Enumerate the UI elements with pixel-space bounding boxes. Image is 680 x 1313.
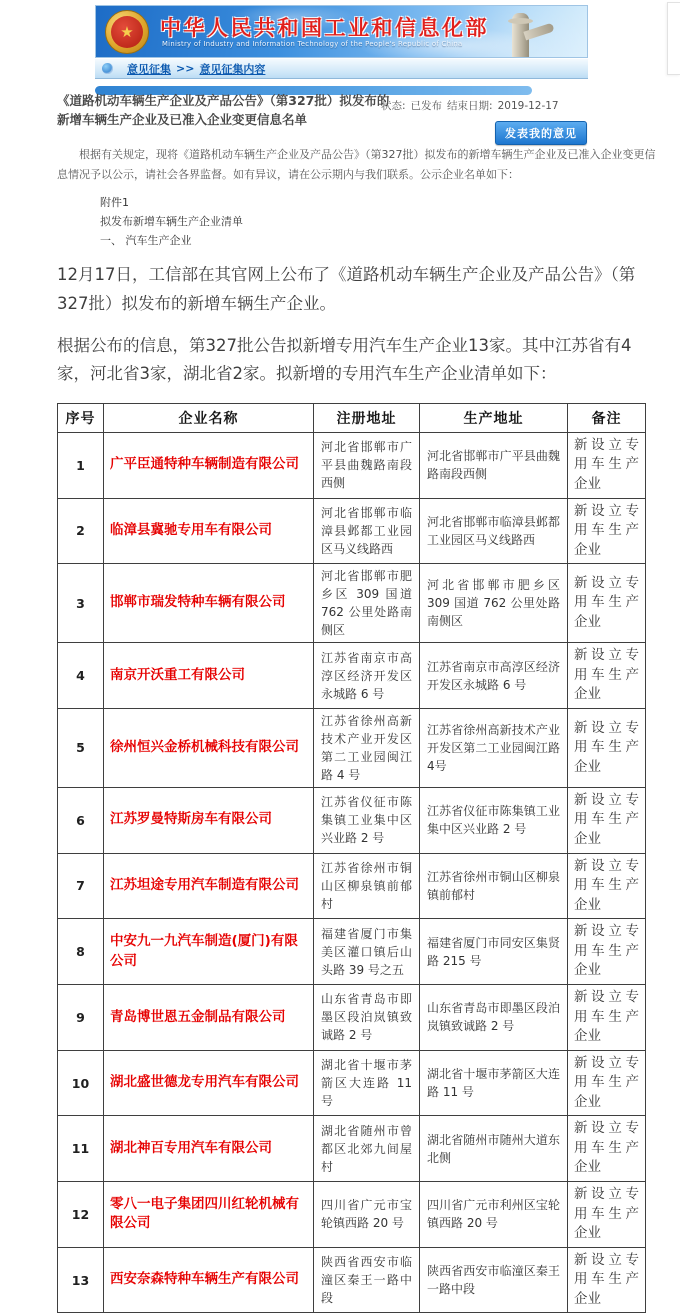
production-address: 江苏省南京市高淳区经济开发区永城路 6 号 (420, 643, 568, 709)
company-table-body (58, 432, 646, 1313)
remark: 新设立专用车生产企业 (568, 1050, 646, 1116)
page-title: 《道路机动车辆生产企业及产品公告》（第327批）拟发布的新增车辆生产企业及已准入企业变更信息名单 (57, 93, 390, 127)
company-name: 湖北盛世德龙专用汽车有限公司 (104, 1050, 314, 1116)
header-production-address: 生产地址 (420, 403, 568, 432)
registered-address: 山东省青岛市即墨区段泊岚镇致诚路 2 号 (314, 984, 420, 1050)
row-number: 7 (58, 853, 104, 919)
production-address: 江苏省仪征市陈集镇工业集中区兴业路 2 号 (420, 787, 568, 853)
company-name: 江苏坦途专用汽车制造有限公司 (104, 853, 314, 919)
registered-address: 江苏省南京市高淳区经济开发区永城路 6 号 (314, 643, 420, 709)
company-name: 零八一电子集团四川红轮机械有限公司 (104, 1182, 314, 1248)
breadcrumb-link-collection[interactable]: 意见征集 (127, 62, 171, 76)
table-header-row (58, 403, 646, 432)
table-row (58, 1116, 646, 1182)
row-number: 4 (58, 643, 104, 709)
registered-address: 江苏省徐州市铜山区柳泉镇前郁村 (314, 853, 420, 919)
company-name: 中安九一九汽车制造(厦门)有限公司 (104, 919, 314, 985)
production-address: 湖北省十堰市茅箭区大连路 11 号 (420, 1050, 568, 1116)
remark: 新设立专用车生产企业 (568, 498, 646, 564)
production-address: 江苏省徐州高新技术产业开发区第二工业园闽江路4号 (420, 708, 568, 787)
registered-address: 湖北省十堰市茅箭区大连路 11 号 (314, 1050, 420, 1116)
attachment-line-3: 一、 汽车生产企业 (100, 234, 192, 248)
breadcrumb-separator: >> (176, 62, 195, 75)
registered-address: 江苏省仪征市陈集镇工业集中区兴业路 2 号 (314, 787, 420, 853)
remark: 新设立专用车生产企业 (568, 643, 646, 709)
ministry-name: 中华人民共和国工业和信息化部 (160, 16, 489, 40)
registered-address: 河北省邯郸市临漳县邺都工业园区马义线路西 (314, 498, 420, 564)
company-name: 广平臣通特种车辆制造有限公司 (104, 432, 314, 498)
company-table (57, 403, 646, 1313)
production-address: 江苏省徐州市铜山区柳泉镇前郁村 (420, 853, 568, 919)
attachment-line-2: 拟发布新增车辆生产企业清单 (100, 214, 243, 228)
breadcrumb-link-content[interactable]: 意见征集内容 (199, 62, 266, 76)
remark: 新设立专用车生产企业 (568, 1247, 646, 1313)
production-address: 湖北省随州市随州大道东北侧 (420, 1116, 568, 1182)
table-row (58, 498, 646, 564)
article-paragraph-2: 根据公布的信息，第327批公告拟新增专用汽车生产企业13家。其中江苏省有4家，河北省3家，湖北省2家。拟新增的专用汽车生产企业清单如下： (57, 336, 632, 384)
status-value: 已发布 (410, 100, 443, 112)
registered-address: 四川省广元市宝轮镇西路 20 号 (314, 1182, 420, 1248)
company-name: 临漳县冀驰专用车有限公司 (104, 498, 314, 564)
row-number: 6 (58, 787, 104, 853)
remark: 新设立专用车生产企业 (568, 853, 646, 919)
company-name: 湖北神百专用汽车有限公司 (104, 1116, 314, 1182)
production-address: 陕西省西安市临潼区秦王一路中段 (420, 1247, 568, 1313)
ministry-name-english: Ministry of Industry and Information Technology of the People's Republic of China (162, 40, 463, 48)
registered-address: 福建省厦门市集美区灌口镇后山头路 39 号之五 (314, 919, 420, 985)
end-date-value: 2019-12-17 (497, 100, 559, 112)
company-name: 江苏罗曼特斯房车有限公司 (104, 787, 314, 853)
article-paragraph-1: 12月17日，工信部在其官网上公布了《道路机动车辆生产企业及产品公告》（第327批）拟发布的新增车辆生产企业。 (57, 265, 636, 313)
company-name: 徐州恒兴金桥机械科技有限公司 (104, 708, 314, 787)
table-row (58, 1182, 646, 1248)
production-address: 四川省广元市利州区宝轮镇西路 20 号 (420, 1182, 568, 1248)
submit-opinion-button[interactable]: 发表我的意见 (495, 121, 587, 145)
header-company-name: 企业名称 (104, 403, 314, 432)
production-address: 福建省厦门市同安区集贤路 215 号 (420, 919, 568, 985)
registered-address: 河北省邯郸市广平县曲魏路南段西侧 (314, 432, 420, 498)
production-address: 河北省邯郸市广平县曲魏路南段西侧 (420, 432, 568, 498)
attachment-line-1: 附件1 (100, 195, 129, 209)
row-number: 2 (58, 498, 104, 564)
row-number: 5 (58, 708, 104, 787)
registered-address: 湖北省随州市曾都区北郊九间屋村 (314, 1116, 420, 1182)
company-name: 邯郸市瑞发特种车辆有限公司 (104, 564, 314, 643)
table-row (58, 853, 646, 919)
row-number: 1 (58, 432, 104, 498)
company-name: 西安奈森特种车辆生产有限公司 (104, 1247, 314, 1313)
status-label: 状态: (381, 100, 406, 112)
row-number: 3 (58, 564, 104, 643)
row-number: 10 (58, 1050, 104, 1116)
table-row (58, 984, 646, 1050)
notice-intro-paragraph: 根据有关规定，现将《道路机动车辆生产企业及产品公告》（第327批）拟发布的新增车辆生产企业及已准入企业变更信息情况予以公示，请社会各界监督。如有异议，请在公示期内与我们联系。公示企业名单如下： (57, 148, 656, 181)
table-row (58, 787, 646, 853)
company-name: 南京开沃重工有限公司 (104, 643, 314, 709)
row-number: 12 (58, 1182, 104, 1248)
remark: 新设立专用车生产企业 (568, 708, 646, 787)
table-row (58, 432, 646, 498)
remark: 新设立专用车生产企业 (568, 1182, 646, 1248)
company-name: 青岛博世恩五金制品有限公司 (104, 984, 314, 1050)
row-number: 13 (58, 1247, 104, 1313)
emblem-star-icon: ★ (111, 16, 143, 48)
attachment-block (100, 193, 657, 251)
registered-address: 江苏省徐州高新技术产业开发区第二工业园闽江路 4 号 (314, 708, 420, 787)
notice-header (57, 92, 657, 138)
table-row (58, 708, 646, 787)
row-number: 11 (58, 1116, 104, 1182)
row-number: 8 (58, 919, 104, 985)
remark: 新设立专用车生产企业 (568, 1116, 646, 1182)
production-address: 河北省邯郸市临漳县邺都工业园区马义线路西 (420, 498, 568, 564)
status-line (381, 98, 559, 113)
remark: 新设立专用车生产企业 (568, 787, 646, 853)
remark: 新设立专用车生产企业 (568, 564, 646, 643)
header-registered-address: 注册地址 (314, 403, 420, 432)
table-row (58, 1247, 646, 1313)
remark: 新设立专用车生产企业 (568, 919, 646, 985)
registered-address: 陕西省西安市临潼区秦王一路中段 (314, 1247, 420, 1313)
end-date-label: 结束日期: (447, 100, 493, 112)
header-remark: 备注 (568, 403, 646, 432)
table-row (58, 919, 646, 985)
row-number: 9 (58, 984, 104, 1050)
registered-address: 河北省邯郸市肥乡区 309 国道 762 公里处路南侧区 (314, 564, 420, 643)
remark: 新设立专用车生产企业 (568, 984, 646, 1050)
header-serial-number: 序号 (58, 403, 104, 432)
production-address: 河北省邯郸市肥乡区 309 国道 762 公里处路南侧区 (420, 564, 568, 643)
production-address: 山东省青岛市即墨区段泊岚镇致诚路 2 号 (420, 984, 568, 1050)
table-row (58, 1050, 646, 1116)
table-row (58, 643, 646, 709)
table-row (58, 564, 646, 643)
remark: 新设立专用车生产企业 (568, 432, 646, 498)
